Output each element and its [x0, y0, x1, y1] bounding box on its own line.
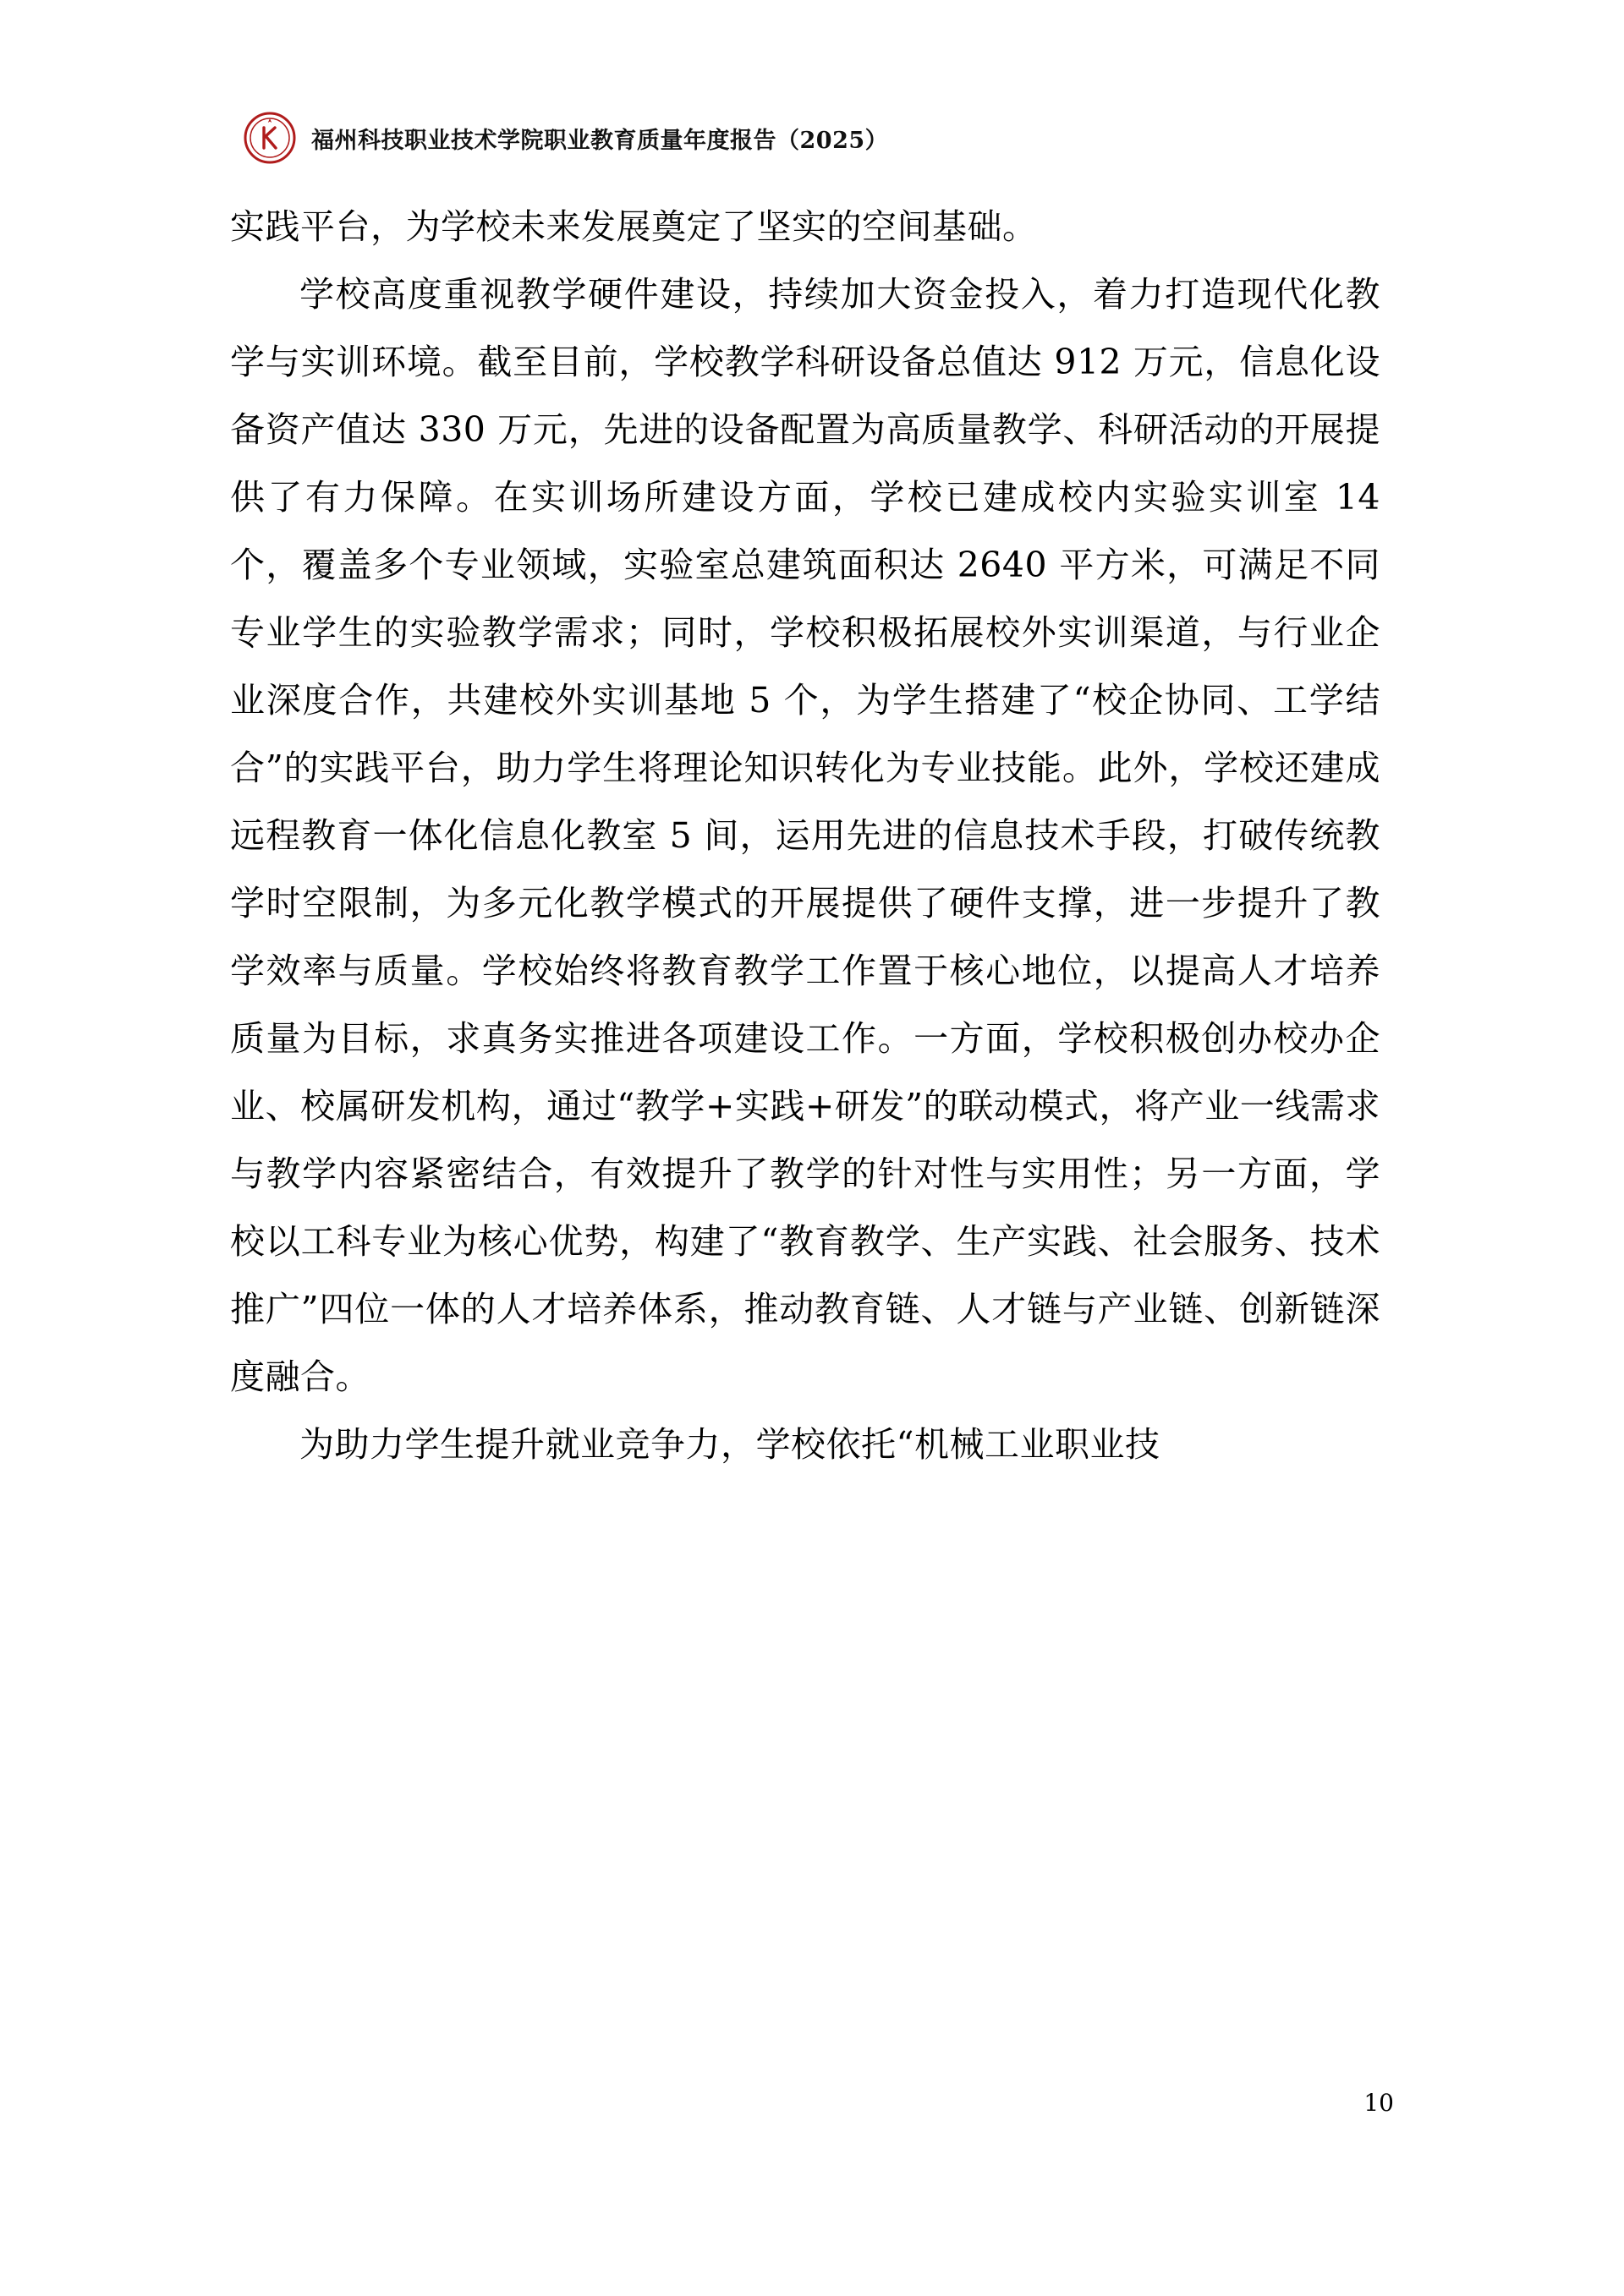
- paragraph: 为助力学生提升就业竞争力，学校依托“机械工业职业技: [299, 1424, 1160, 1465]
- page-header: [0, 100, 1624, 176]
- school-logo-icon: [244, 112, 296, 164]
- document-body: [230, 193, 1380, 1478]
- paragraph: 实践平台，为学校未来发展奠定了坚实的空间基础。: [230, 206, 1038, 247]
- paragraph: 学校高度重视教学硬件建设，持续加大资金投入，着力打造现代化教学与实训环境。截至目前，学校教学科研设备总值达 912 万元，信息化设备资产值达 330 万元，先进的设备配置为高质量教学、科研活动的开展提供了有力保障。在实训场所建设方面，学校已建成校内实验实训室 14 个，覆盖多个专业领域，实验室总建筑面积达 2640 平方米，可满足不同专业学生的实验教学需求；同时，学校积极拓展校外实训渠道，与行业企业深度合作，共建校外实训基地 5 个，为学生搭建了“校企协同、工学结合”的实践平台，助力学生将理论知识转化为专业技能。此外，学校还建成远程教育一体化信息化教室 5 间，运用先进的信息技术手段，打破传统教学时空限制，为多元化教学模式的开展提供了硬件支撑，进一步提升了教学效率与质量。学校始终将教育教学工作置于核心地位，以提高人才培养质量为目标，求真务实推进各项建设工作。一方面，学校积极创办校办企业、校属研发机构，通过“教学+实践+研发”的联动模式，将产业一线需求与教学内容紧密结合，有效提升了教学的针对性与实用性；另一方面，学校以工科专业为核心优势，构建了“教育教学、生产实践、社会服务、技术推广”四位一体的人才培养体系，推动教育链、人才链与产业链、创新链深度融合。: [230, 274, 1380, 1397]
- page-number: 10: [1363, 2089, 1394, 2117]
- header-title: 福州科技职业技术学院职业教育质量年度报告（2025）: [311, 127, 889, 154]
